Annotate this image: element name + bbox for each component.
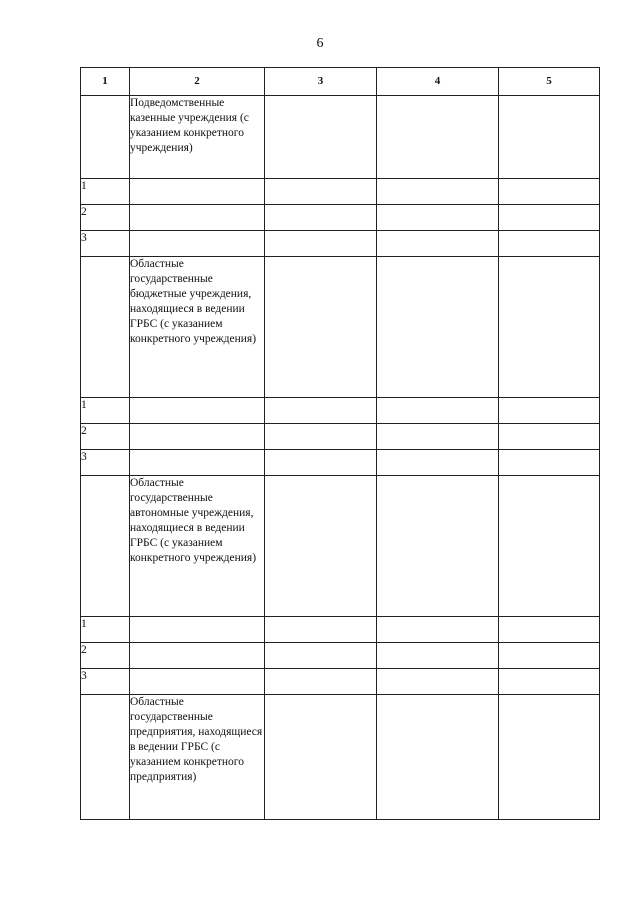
empty-cell (265, 450, 377, 476)
empty-cell (130, 179, 265, 205)
empty-cell (265, 617, 377, 643)
empty-cell (499, 476, 600, 617)
empty-cell (377, 424, 499, 450)
empty-cell (130, 231, 265, 257)
table-row (81, 450, 600, 476)
empty-cell (499, 643, 600, 669)
column-header-4: 4 (377, 68, 499, 96)
empty-cell (81, 96, 130, 179)
empty-cell (499, 257, 600, 398)
empty-cell (265, 231, 377, 257)
row-number: 2 (81, 424, 130, 450)
empty-cell (265, 398, 377, 424)
empty-cell (130, 398, 265, 424)
table-row (81, 424, 600, 450)
empty-cell (265, 179, 377, 205)
row-number: 1 (81, 398, 130, 424)
table-row (81, 398, 600, 424)
empty-cell (130, 617, 265, 643)
row-number: 3 (81, 450, 130, 476)
section-title-row (81, 476, 600, 617)
empty-cell (81, 476, 130, 617)
row-number: 3 (81, 669, 130, 695)
section-title-row (81, 96, 600, 179)
empty-cell (377, 643, 499, 669)
empty-cell (377, 231, 499, 257)
section-title-row (81, 695, 600, 820)
column-header-5: 5 (499, 68, 600, 96)
section-title: Областные государственные предприятия, находящиеся в ведении ГРБС (с указанием конкретного предприятия) (130, 695, 265, 820)
empty-cell (377, 617, 499, 643)
section-title: Областные государственные бюджетные учреждения, находящиеся в ведении ГРБС (с указанием конкретного учреждения) (130, 257, 265, 398)
empty-cell (499, 450, 600, 476)
empty-cell (265, 669, 377, 695)
empty-cell (130, 424, 265, 450)
page-number: 6 (316, 36, 324, 51)
empty-cell (377, 476, 499, 617)
table-row (81, 205, 600, 231)
empty-cell (377, 450, 499, 476)
empty-cell (130, 669, 265, 695)
empty-cell (499, 96, 600, 179)
empty-cell (377, 205, 499, 231)
column-header-2: 2 (130, 68, 265, 96)
row-number: 1 (81, 179, 130, 205)
row-number: 2 (81, 205, 130, 231)
column-header-1: 1 (81, 68, 130, 96)
empty-cell (377, 695, 499, 820)
empty-cell (499, 205, 600, 231)
empty-cell (130, 205, 265, 231)
section-title-row (81, 257, 600, 398)
empty-cell (377, 669, 499, 695)
empty-cell (265, 257, 377, 398)
table-row (81, 669, 600, 695)
table-row (81, 643, 600, 669)
table-row (81, 231, 600, 257)
empty-cell (499, 695, 600, 820)
table-row (81, 179, 600, 205)
column-header-3: 3 (265, 68, 377, 96)
empty-cell (377, 257, 499, 398)
empty-cell (265, 205, 377, 231)
empty-cell (265, 695, 377, 820)
row-number: 2 (81, 643, 130, 669)
section-title: Областные государственные автономные учреждения, находящиеся в ведении ГРБС (с указанием конкретного учреждения) (130, 476, 265, 617)
empty-cell (130, 450, 265, 476)
empty-cell (377, 96, 499, 179)
empty-cell (81, 695, 130, 820)
empty-cell (499, 179, 600, 205)
empty-cell (499, 669, 600, 695)
empty-cell (377, 179, 499, 205)
row-number: 1 (81, 617, 130, 643)
empty-cell (499, 424, 600, 450)
empty-cell (265, 476, 377, 617)
row-number: 3 (81, 231, 130, 257)
section-title: Подведомственные казенные учреждения (с указанием конкретного учреждения) (130, 96, 265, 179)
empty-cell (499, 398, 600, 424)
empty-cell (130, 643, 265, 669)
empty-cell (265, 424, 377, 450)
empty-cell (499, 231, 600, 257)
empty-cell (265, 96, 377, 179)
empty-cell (81, 257, 130, 398)
form-table (80, 67, 600, 820)
header-row (81, 68, 600, 96)
empty-cell (265, 643, 377, 669)
table-row (81, 617, 600, 643)
empty-cell (499, 617, 600, 643)
empty-cell (377, 398, 499, 424)
